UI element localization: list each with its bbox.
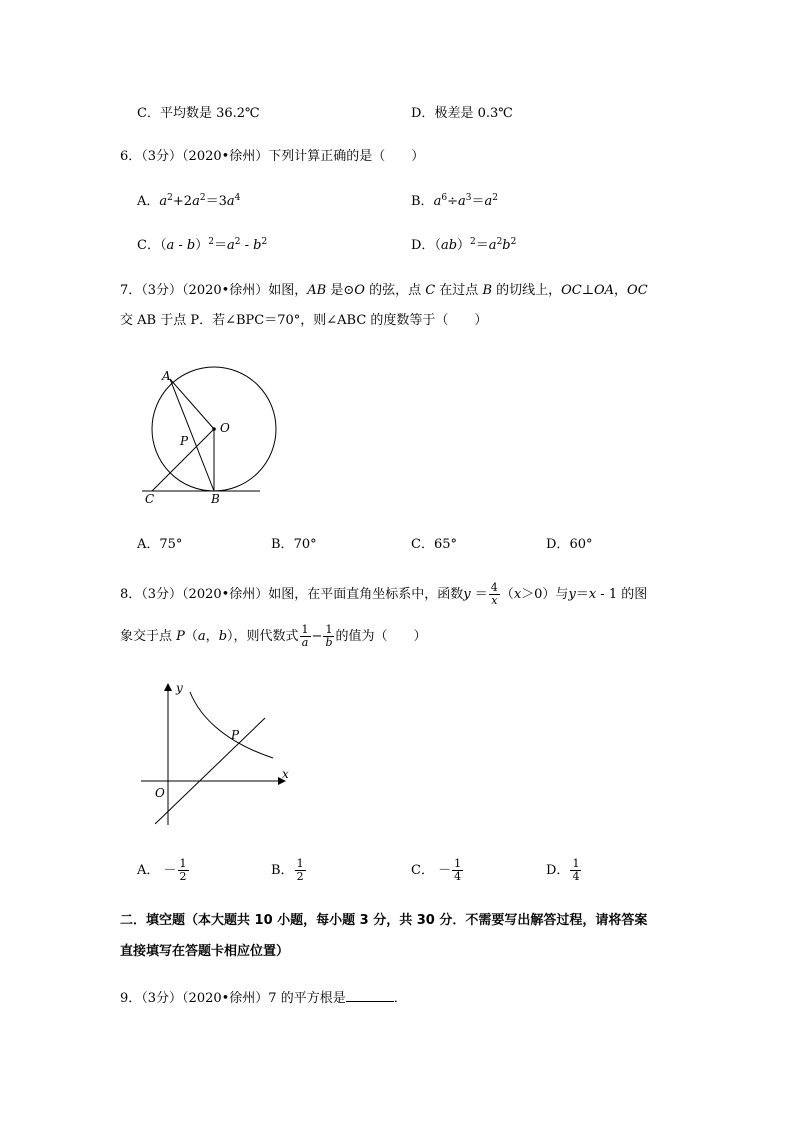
fraction-4-over-x: $\frac{4}{x}$ [490, 581, 498, 607]
label-x: x [282, 767, 289, 781]
q8-option-c [411, 856, 464, 886]
q7-option-d [546, 537, 592, 553]
q8-stem-suffix: 的值为（ ） [335, 629, 427, 644]
q7-option-a [137, 537, 182, 553]
q6-option-a [137, 194, 240, 210]
q8-coordinate-figure [135, 672, 300, 832]
fraction-num: 1 [572, 857, 580, 870]
option-value: 65° [433, 537, 457, 552]
q7-option-b [271, 537, 317, 553]
label-y: y [176, 681, 183, 695]
q7-stem-line1: 7．（3分）（2020•徐州）如图，AB 是⊙O 的弦，点 C 在过点 B 的切线上，OC⊥OA，OC [120, 283, 648, 298]
option-letter: D． [546, 537, 570, 552]
label-p: P [231, 728, 240, 742]
section-heading-line1: 二．填空题（本大题共 10 小题，每小题 3 分，共 30 分．不需要写出解答过程，请将答案 [120, 913, 648, 928]
option-fraction [452, 858, 463, 883]
option-letter: B． [271, 863, 294, 878]
option-formula: $(a - b)^2=a^2 - b^2$ [159, 237, 268, 253]
option-letter: C． [137, 106, 160, 121]
q8-stem-line2: 象交于点 P（a，b），则代数式 $\frac{1}{a}$ − $\frac{1}{b}$ 的值为（ ） [120, 623, 427, 649]
option-letter: A． [137, 194, 160, 209]
q8-stem-mid: ，则代数式 [233, 629, 299, 644]
option-fraction [570, 858, 581, 883]
option-letter: B． [271, 537, 294, 552]
q8-option-a [137, 856, 190, 886]
segment-oa [170, 379, 214, 429]
option-text: 平均数是 36.2℃ [159, 106, 260, 121]
option-fraction [178, 858, 189, 883]
q9-stem [120, 989, 407, 1007]
q5-option-c [137, 106, 260, 122]
q7-option-c [411, 537, 457, 553]
option-formula: $a^6\div a^3=a^2$ [433, 193, 498, 209]
q7-circle-figure [130, 360, 280, 510]
option-letter: D． [411, 106, 435, 121]
label-b: B [211, 492, 220, 506]
section-heading-line2: 直接填写在答题卡相应位置） [120, 944, 290, 959]
option-letter: A． [137, 537, 160, 552]
fraction-num: 1 [179, 857, 187, 870]
q8-stem-line1: 8．（3分）（2020•徐州）如图，在平面直角坐标系中，函数y ＝ $\frac{4}{x}$ （x＞0）与y＝x - 1 的图 [120, 581, 648, 607]
answer-blank[interactable] [346, 989, 394, 1002]
q5-option-d [411, 106, 513, 122]
q8-stem-prefix2: 象交于点 [120, 629, 177, 644]
option-letter: C． [411, 537, 434, 552]
label-o: O [155, 786, 165, 800]
q7-stem-prefix: 7．（3分）（2020•徐州）如图， [120, 283, 308, 298]
fraction-1-over-a: $\frac{1}{a}$ [301, 623, 309, 649]
hyperbola-curve [190, 692, 273, 758]
option-sign: － [163, 863, 177, 878]
fraction-den: 2 [296, 870, 304, 883]
fraction-num: 1 [454, 857, 462, 870]
center-dot [212, 427, 216, 431]
fraction-1-over-b: $\frac{1}{b}$ [325, 623, 333, 649]
option-letter: D． [411, 238, 435, 253]
option-value: 60° [569, 537, 593, 552]
q8-option-d [546, 856, 582, 886]
q6-option-c [137, 238, 267, 254]
q9-stem-text: 9．（3分）（2020•徐州）7 的平方根是 [120, 991, 346, 1006]
fraction-num: 1 [296, 857, 304, 870]
option-formula: $(ab)^2=a^2b^2$ [434, 237, 517, 253]
label-c: C [145, 492, 155, 506]
fraction-den: 4 [454, 870, 462, 883]
q6-stem: 6．（3分）（2020•徐州）下列计算正确的是（ ） [120, 149, 425, 164]
q7-stem-line2: 交 AB 于点 P．若∠BPC＝70°，则∠ABC 的度数等于（ ） [120, 313, 488, 328]
option-value: 70° [293, 537, 317, 552]
q8-stem-prefix: 8．（3分）（2020•徐州）如图，在平面直角坐标系中，函数 [120, 587, 464, 602]
option-text: 极差是 0.3℃ [434, 106, 513, 121]
fraction-den: 2 [179, 870, 187, 883]
option-formula: $a^2+2a^2=3a^4$ [159, 193, 241, 209]
option-letter: B． [411, 194, 434, 209]
line-y-x-minus-1 [155, 718, 265, 824]
option-fraction [295, 858, 306, 883]
option-letter: C． [137, 238, 160, 253]
q9-stem-tail: ． [393, 991, 407, 1006]
label-p: P [180, 434, 189, 448]
q8-option-b [271, 856, 307, 886]
q6-option-d [411, 238, 516, 254]
option-value: 75° [159, 537, 183, 552]
option-letter: C． [411, 863, 434, 878]
label-a: A [162, 369, 171, 383]
q6-option-b [411, 194, 498, 210]
fraction-den: 4 [572, 870, 580, 883]
label-o: O [220, 421, 230, 435]
option-letter: A． [137, 863, 160, 878]
option-sign: － [438, 863, 452, 878]
option-letter: D． [546, 863, 570, 878]
